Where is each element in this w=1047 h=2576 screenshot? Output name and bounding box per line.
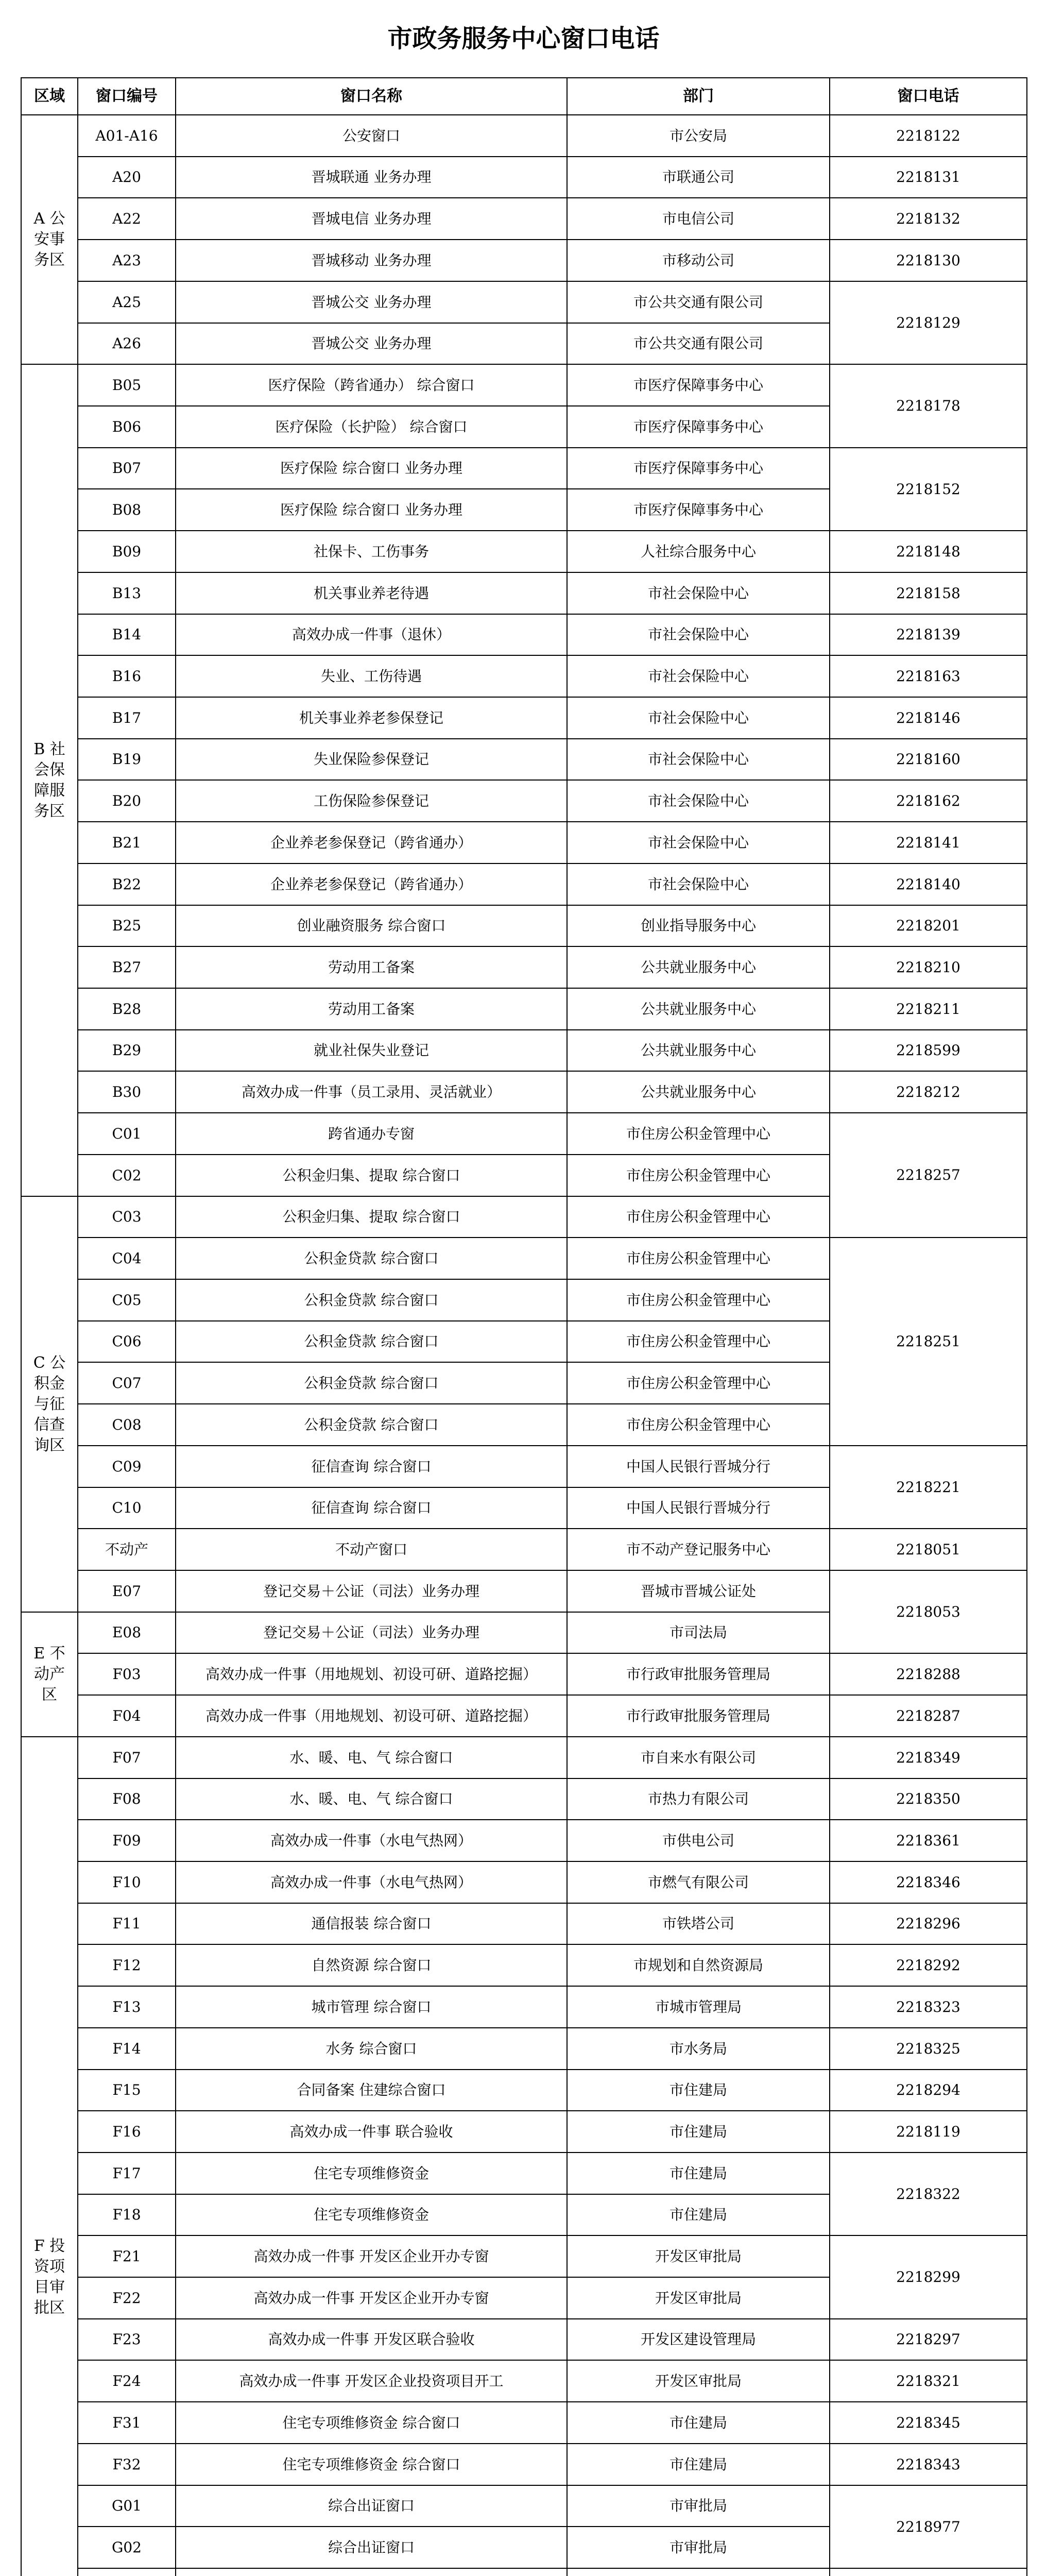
department-cell: 市行政审批服务管理局 — [567, 1653, 830, 1696]
window-no-cell: F12 — [77, 1944, 176, 1987]
phone-cell: 2218162 — [829, 779, 1027, 822]
window-no-cell: C07 — [77, 1362, 176, 1404]
window-no-cell: F11 — [77, 1903, 176, 1945]
window-no-cell: E07 — [77, 1570, 176, 1613]
window-no-cell — [77, 2568, 176, 2576]
window-name-cell: 晋城联通 业务办理 — [175, 156, 568, 198]
department-cell: 晋城市晋城公证处 — [567, 1570, 830, 1613]
phone-cell: 2218292 — [829, 1944, 1027, 1987]
department-cell: 市燃气有限公司 — [567, 1861, 830, 1904]
department-cell: 市住房公积金管理中心 — [567, 1237, 830, 1280]
department-cell: 公共就业服务中心 — [567, 1071, 830, 1113]
window-name-cell: 机关事业养老参保登记 — [175, 697, 568, 739]
window-no-cell: C06 — [77, 1320, 176, 1363]
window-name-cell: 水务 综合窗口 — [175, 2027, 568, 2070]
window-name-cell: 高效办成一件事 开发区企业开办专窗 — [175, 2235, 568, 2278]
phone-cell: 2218299 — [829, 2235, 1027, 2319]
department-cell: 市住建局 — [567, 2069, 830, 2111]
department-cell: 公共就业服务中心 — [567, 988, 830, 1030]
window-name-cell: 晋城电信 业务办理 — [175, 197, 568, 240]
window-no-cell: F07 — [77, 1736, 176, 1779]
window-name-cell: 机关事业养老待遇 — [175, 572, 568, 615]
window-name-cell: 住宅专项维修资金 — [175, 2194, 568, 2236]
window-name-cell: 公积金贷款 综合窗口 — [175, 1320, 568, 1363]
window-no-cell: A22 — [77, 197, 176, 240]
region-cell: E 不动产区 — [21, 1612, 78, 1737]
department-cell: 市联通公司 — [567, 156, 830, 198]
window-name-cell: 公积金贷款 综合窗口 — [175, 1237, 568, 1280]
window-no-cell: C08 — [77, 1403, 176, 1446]
window-name-cell: 高效办成一件事（退休） — [175, 614, 568, 656]
phone-cell: 2218132 — [829, 197, 1027, 240]
phone-cell — [829, 2568, 1027, 2576]
department-cell: 市社会保险中心 — [567, 655, 830, 698]
window-no-cell: E08 — [77, 1612, 176, 1654]
window-name-cell — [175, 2568, 568, 2576]
phone-cell: 2218051 — [829, 1528, 1027, 1571]
department-cell: 市电信公司 — [567, 197, 830, 240]
department-cell: 市城市管理局 — [567, 1986, 830, 2028]
window-no-cell: F04 — [77, 1694, 176, 1737]
window-no-cell: C03 — [77, 1196, 176, 1238]
phone-cell: 2218129 — [829, 281, 1027, 365]
window-name-cell: 高效办成一件事 联合验收 — [175, 2110, 568, 2153]
department-cell: 市司法局 — [567, 1612, 830, 1654]
window-no-cell: G01 — [77, 2485, 176, 2527]
department-cell: 市审批局 — [567, 2485, 830, 2527]
window-name-cell: 不动产窗口 — [175, 1528, 568, 1571]
department-cell: 开发区建设管理局 — [567, 2318, 830, 2361]
phone-cell: 2218296 — [829, 1903, 1027, 1945]
header-region: 区域 — [21, 77, 78, 115]
window-no-cell: B25 — [77, 905, 176, 947]
department-cell: 创业指导服务中心 — [567, 905, 830, 947]
department-cell: 市住建局 — [567, 2110, 830, 2153]
window-no-cell: F10 — [77, 1861, 176, 1904]
window-name-cell: 社保卡、工伤事务 — [175, 530, 568, 573]
window-name-cell: 登记交易＋公证（司法）业务办理 — [175, 1612, 568, 1654]
window-no-cell: B07 — [77, 447, 176, 489]
department-cell: 市医疗保障事务中心 — [567, 405, 830, 448]
phone-cell: 2218211 — [829, 988, 1027, 1030]
department-cell: 市社会保险中心 — [567, 614, 830, 656]
window-name-cell: 登记交易＋公证（司法）业务办理 — [175, 1570, 568, 1613]
department-cell: 公共就业服务中心 — [567, 1029, 830, 1072]
phone-cell: 2218297 — [829, 2318, 1027, 2361]
window-no-cell: F32 — [77, 2443, 176, 2486]
window-no-cell: B16 — [77, 655, 176, 698]
window-name-cell: 医疗保险（跨省通办） 综合窗口 — [175, 364, 568, 406]
department-cell: 人社综合服务中心 — [567, 530, 830, 573]
phone-cell: 2218361 — [829, 1819, 1027, 1862]
window-name-cell: 高效办成一件事（员工录用、灵活就业） — [175, 1071, 568, 1113]
phone-cell: 2218053 — [829, 1570, 1027, 1654]
window-no-cell: G02 — [77, 2526, 176, 2569]
window-name-cell: 劳动用工备案 — [175, 946, 568, 989]
window-name-cell: 高效办成一件事（水电气热网） — [175, 1819, 568, 1862]
window-name-cell: 征信查询 综合窗口 — [175, 1487, 568, 1529]
window-no-cell: 不动产 — [77, 1528, 176, 1571]
window-name-cell: 公积金贷款 综合窗口 — [175, 1362, 568, 1404]
department-cell: 市行政审批服务管理局 — [567, 1694, 830, 1737]
department-cell: 市医疗保障事务中心 — [567, 447, 830, 489]
phone-cell: 2218221 — [829, 1445, 1027, 1529]
phone-cell: 2218287 — [829, 1694, 1027, 1737]
department-cell: 市住房公积金管理中心 — [567, 1403, 830, 1446]
window-no-cell: C10 — [77, 1487, 176, 1529]
window-name-cell: 水、暖、电、气 综合窗口 — [175, 1778, 568, 1820]
department-cell: 市公安局 — [567, 114, 830, 157]
department-cell: 市社会保险中心 — [567, 738, 830, 781]
window-no-cell: B20 — [77, 779, 176, 822]
window-no-cell: A01-A16 — [77, 114, 176, 157]
window-name-cell: 企业养老参保登记（跨省通办） — [175, 863, 568, 906]
window-no-cell: F08 — [77, 1778, 176, 1820]
window-no-cell: B17 — [77, 697, 176, 739]
phone-cell: 2218321 — [829, 2360, 1027, 2402]
window-no-cell: B05 — [77, 364, 176, 406]
window-no-cell: C09 — [77, 1445, 176, 1488]
window-name-cell: 高效办成一件事 开发区企业投资项目开工 — [175, 2360, 568, 2402]
window-name-cell: 失业、工伤待遇 — [175, 655, 568, 698]
department-cell: 市医疗保障事务中心 — [567, 488, 830, 531]
window-name-cell: 自然资源 综合窗口 — [175, 1944, 568, 1987]
window-no-cell: F18 — [77, 2194, 176, 2236]
department-cell: 市移动公司 — [567, 239, 830, 282]
window-name-cell: 晋城公交 业务办理 — [175, 323, 568, 365]
phone-cell: 2218322 — [829, 2152, 1027, 2236]
department-cell: 市铁塔公司 — [567, 1903, 830, 1945]
window-no-cell: F15 — [77, 2069, 176, 2111]
window-name-cell: 医疗保险（长护险） 综合窗口 — [175, 405, 568, 448]
department-cell: 市不动产登记服务中心 — [567, 1528, 830, 1571]
department-cell: 市住建局 — [567, 2401, 830, 2444]
department-cell: 开发区审批局 — [567, 2360, 830, 2402]
window-no-cell: A20 — [77, 156, 176, 198]
window-no-cell: F21 — [77, 2235, 176, 2278]
phone-cell: 2218140 — [829, 863, 1027, 906]
phone-cell: 2218158 — [829, 572, 1027, 615]
phone-directory-table — [21, 77, 1026, 2576]
region-cell: F 投资项目审批区 — [21, 1736, 78, 2576]
department-cell: 市住房公积金管理中心 — [567, 1112, 830, 1155]
department-cell: 开发区审批局 — [567, 2277, 830, 2319]
window-no-cell: C02 — [77, 1154, 176, 1197]
phone-cell: 2218141 — [829, 821, 1027, 864]
window-no-cell: F22 — [77, 2277, 176, 2319]
window-no-cell: B19 — [77, 738, 176, 781]
department-cell: 中国人民银行晋城分行 — [567, 1487, 830, 1529]
department-cell: 市住建局 — [567, 2152, 830, 2195]
window-name-cell: 公安窗口 — [175, 114, 568, 157]
phone-cell: 2218343 — [829, 2443, 1027, 2486]
phone-cell: 2218323 — [829, 1986, 1027, 2028]
department-cell: 市住建局 — [567, 2443, 830, 2486]
department-cell — [567, 2568, 830, 2576]
window-name-cell: 工伤保险参保登记 — [175, 779, 568, 822]
window-name-cell: 公积金贷款 综合窗口 — [175, 1279, 568, 1321]
header-window-no: 窗口编号 — [77, 77, 176, 115]
department-cell: 开发区审批局 — [567, 2235, 830, 2278]
window-name-cell: 创业融资服务 综合窗口 — [175, 905, 568, 947]
region-cell: A 公安事务区 — [21, 114, 78, 365]
phone-cell: 2218152 — [829, 447, 1027, 531]
window-no-cell: B21 — [77, 821, 176, 864]
window-name-cell: 企业养老参保登记（跨省通办） — [175, 821, 568, 864]
window-name-cell: 高效办成一件事（用地规划、初设可研、道路挖掘） — [175, 1694, 568, 1737]
department-cell: 市医疗保障事务中心 — [567, 364, 830, 406]
window-no-cell: F13 — [77, 1986, 176, 2028]
department-cell: 市社会保险中心 — [567, 821, 830, 864]
window-no-cell: B27 — [77, 946, 176, 989]
window-no-cell: F14 — [77, 2027, 176, 2070]
department-cell: 市社会保险中心 — [567, 863, 830, 906]
window-name-cell: 医疗保险 综合窗口 业务办理 — [175, 447, 568, 489]
department-cell: 市住房公积金管理中心 — [567, 1320, 830, 1363]
phone-cell: 2218160 — [829, 738, 1027, 781]
department-cell: 市住房公积金管理中心 — [567, 1362, 830, 1404]
window-name-cell: 跨省通办专窗 — [175, 1112, 568, 1155]
window-name-cell: 水、暖、电、气 综合窗口 — [175, 1736, 568, 1779]
window-no-cell: B13 — [77, 572, 176, 615]
phone-cell: 2218599 — [829, 1029, 1027, 1072]
phone-cell: 2218345 — [829, 2401, 1027, 2444]
department-cell: 市社会保险中心 — [567, 572, 830, 615]
phone-cell: 2218212 — [829, 1071, 1027, 1113]
window-no-cell: B06 — [77, 405, 176, 448]
window-no-cell: F03 — [77, 1653, 176, 1696]
department-cell: 市水务局 — [567, 2027, 830, 2070]
department-cell: 市公共交通有限公司 — [567, 323, 830, 365]
department-cell: 市供电公司 — [567, 1819, 830, 1862]
window-no-cell: C01 — [77, 1112, 176, 1155]
window-name-cell: 公积金贷款 综合窗口 — [175, 1403, 568, 1446]
window-no-cell: A25 — [77, 281, 176, 324]
header-department: 部门 — [567, 77, 830, 115]
department-cell: 市审批局 — [567, 2526, 830, 2569]
phone-cell: 2218146 — [829, 697, 1027, 739]
window-name-cell: 住宅专项维修资金 — [175, 2152, 568, 2195]
window-name-cell: 城市管理 综合窗口 — [175, 1986, 568, 2028]
window-no-cell: C05 — [77, 1279, 176, 1321]
window-no-cell: F17 — [77, 2152, 176, 2195]
header-window-name: 窗口名称 — [175, 77, 568, 115]
window-name-cell: 住宅专项维修资金 综合窗口 — [175, 2401, 568, 2444]
window-no-cell: B28 — [77, 988, 176, 1030]
phone-cell: 2218349 — [829, 1736, 1027, 1779]
phone-cell: 2218163 — [829, 655, 1027, 698]
window-name-cell: 晋城公交 业务办理 — [175, 281, 568, 324]
window-no-cell: B09 — [77, 530, 176, 573]
window-no-cell: F31 — [77, 2401, 176, 2444]
department-cell: 市热力有限公司 — [567, 1778, 830, 1820]
window-no-cell: F16 — [77, 2110, 176, 2153]
window-no-cell: A26 — [77, 323, 176, 365]
phone-cell: 2218201 — [829, 905, 1027, 947]
window-no-cell: B08 — [77, 488, 176, 531]
phone-cell: 2218210 — [829, 946, 1027, 989]
window-no-cell: A23 — [77, 239, 176, 282]
window-name-cell: 综合出证窗口 — [175, 2485, 568, 2527]
window-no-cell: B22 — [77, 863, 176, 906]
window-name-cell: 晋城移动 业务办理 — [175, 239, 568, 282]
window-no-cell: F09 — [77, 1819, 176, 1862]
window-name-cell: 高效办成一件事 开发区联合验收 — [175, 2318, 568, 2361]
phone-cell: 2218131 — [829, 156, 1027, 198]
department-cell: 市社会保险中心 — [567, 697, 830, 739]
window-name-cell: 公积金归集、提取 综合窗口 — [175, 1154, 568, 1197]
phone-cell: 2218346 — [829, 1861, 1027, 1904]
phone-cell: 2218288 — [829, 1653, 1027, 1696]
phone-cell: 2218294 — [829, 2069, 1027, 2111]
department-cell: 市住房公积金管理中心 — [567, 1154, 830, 1197]
department-cell: 市住房公积金管理中心 — [567, 1196, 830, 1238]
window-name-cell: 就业社保失业登记 — [175, 1029, 568, 1072]
window-no-cell: C04 — [77, 1237, 176, 1280]
phone-cell: 2218251 — [829, 1237, 1027, 1446]
department-cell: 市住建局 — [567, 2194, 830, 2236]
window-name-cell: 综合出证窗口 — [175, 2526, 568, 2569]
phone-cell: 2218178 — [829, 364, 1027, 448]
window-name-cell: 高效办成一件事 开发区企业开办专窗 — [175, 2277, 568, 2319]
department-cell: 市公共交通有限公司 — [567, 281, 830, 324]
header-phone: 窗口电话 — [829, 77, 1027, 115]
department-cell: 市规划和自然资源局 — [567, 1944, 830, 1987]
phone-cell: 2218977 — [829, 2485, 1027, 2569]
phone-cell: 2218325 — [829, 2027, 1027, 2070]
phone-cell: 2218122 — [829, 114, 1027, 157]
window-no-cell: B29 — [77, 1029, 176, 1072]
window-no-cell: B14 — [77, 614, 176, 656]
window-name-cell: 征信查询 综合窗口 — [175, 1445, 568, 1488]
window-name-cell: 劳动用工备案 — [175, 988, 568, 1030]
phone-cell: 2218139 — [829, 614, 1027, 656]
window-no-cell: F23 — [77, 2318, 176, 2361]
department-cell: 市住房公积金管理中心 — [567, 1279, 830, 1321]
department-cell: 市社会保险中心 — [567, 779, 830, 822]
window-no-cell: F24 — [77, 2360, 176, 2402]
page-title: 市政务服务中心窗口电话 — [387, 24, 660, 53]
department-cell: 公共就业服务中心 — [567, 946, 830, 989]
window-name-cell: 合同备案 住建综合窗口 — [175, 2069, 568, 2111]
window-name-cell: 高效办成一件事（用地规划、初设可研、道路挖掘） — [175, 1653, 568, 1696]
window-name-cell: 医疗保险 综合窗口 业务办理 — [175, 488, 568, 531]
phone-cell: 2218257 — [829, 1112, 1027, 1238]
region-cell: C 公积金与征信查询区 — [21, 1196, 78, 1613]
window-name-cell: 高效办成一件事（水电气热网） — [175, 1861, 568, 1904]
window-name-cell: 通信报装 综合窗口 — [175, 1903, 568, 1945]
window-name-cell: 失业保险参保登记 — [175, 738, 568, 781]
phone-cell: 2218350 — [829, 1778, 1027, 1820]
department-cell: 市自来水有限公司 — [567, 1736, 830, 1779]
region-cell: B 社会保障服务区 — [21, 364, 78, 1197]
phone-cell: 2218148 — [829, 530, 1027, 573]
department-cell: 中国人民银行晋城分行 — [567, 1445, 830, 1488]
phone-cell: 2218119 — [829, 2110, 1027, 2153]
window-no-cell: B30 — [77, 1071, 176, 1113]
window-name-cell: 住宅专项维修资金 综合窗口 — [175, 2443, 568, 2486]
phone-cell: 2218130 — [829, 239, 1027, 282]
window-name-cell: 公积金归集、提取 综合窗口 — [175, 1196, 568, 1238]
